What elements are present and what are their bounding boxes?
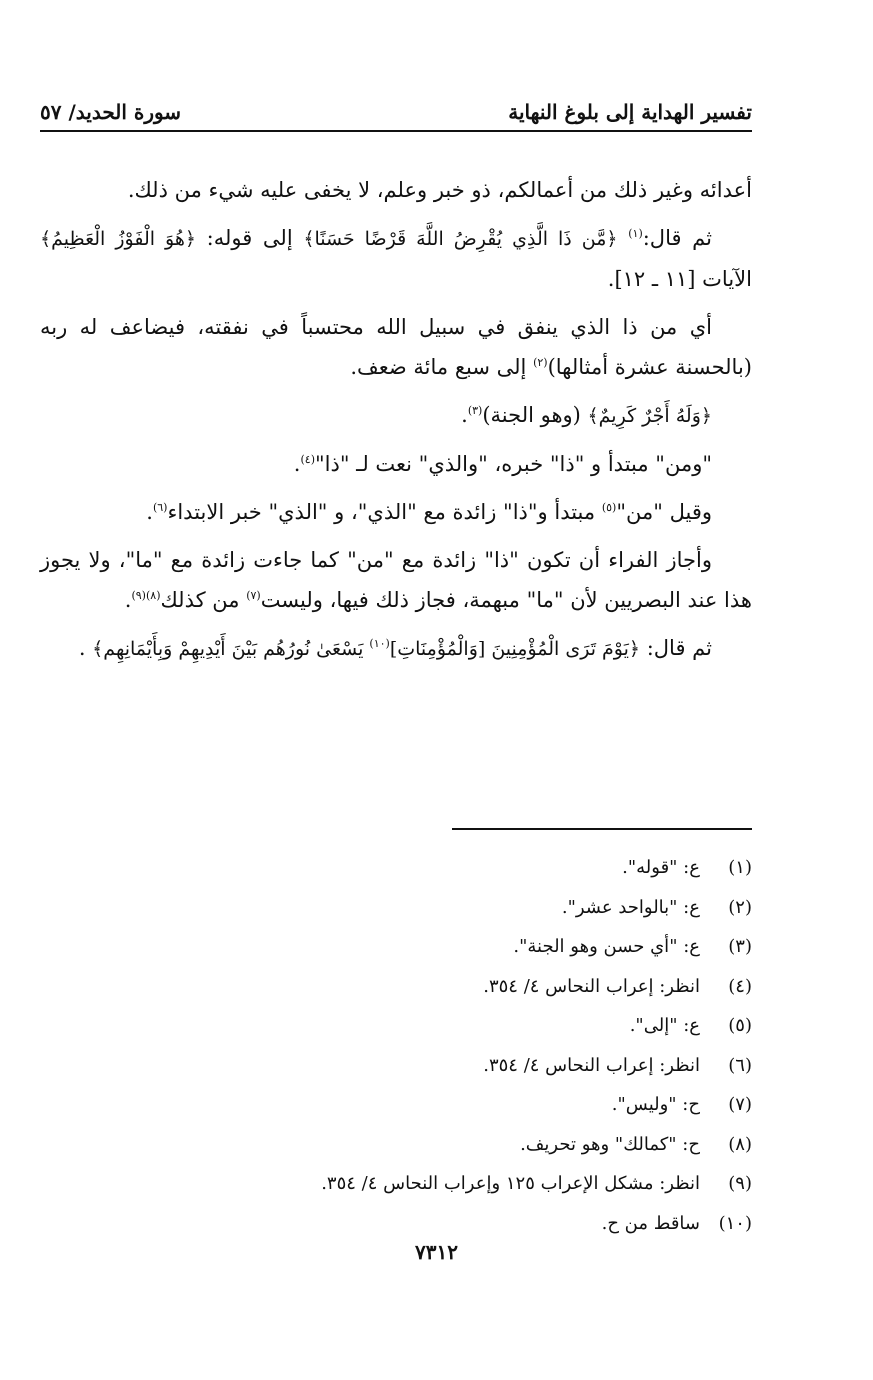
- footnote-number: (٦): [728, 1054, 752, 1076]
- footnote-text: ع: "قوله".: [622, 857, 700, 878]
- footnote-divider: [452, 828, 752, 830]
- book-title: تفسير الهداية إلى بلوغ النهاية: [508, 100, 752, 124]
- footnote-number: (٩): [728, 1173, 752, 1194]
- footnote-text: انظر: إعراب النحاس ٤/ ٣٥٤.: [483, 1054, 700, 1076]
- quran-verse: ﴿مَّن ذَا الَّذِي يُقْرِضُ اللَّهَ قَرْضًا حَسَنًا﴾: [303, 228, 618, 250]
- footnote-text: ع: "إلى".: [629, 1015, 700, 1036]
- footnote-ref: (٢): [533, 356, 548, 369]
- footnote-text: انظر: مشكل الإعراب ١٢٥ وإعراب النحاس ٤/ ٣٥٤.: [321, 1173, 700, 1194]
- footnote-ref: (٣): [467, 404, 483, 417]
- quran-verse: ﴿هُوَ الْفَوْزُ الْعَظِيمُ﴾: [40, 228, 196, 250]
- footnote-ref: (٧): [246, 589, 261, 602]
- page-header: [40, 100, 752, 132]
- paragraph-5: "ومن" مبتدأ و "ذا" خبره، "والذي" نعت لـ "ذا"$^{(٤)}$.: [293, 452, 712, 476]
- paragraph-8: ثم قال: ﴿يَوْمَ تَرَى الْمُؤْمِنِينَ [وَالْمُؤْمِنَاتِ]$^{(١٠)}$ يَسْعَىٰ نُورُهُم بَيْنَ أَيْدِيهِمْ وَبِأَيْمَانِهِم﴾ .: [78, 636, 712, 660]
- quran-verse: يَسْعَىٰ نُورُهُم بَيْنَ أَيْدِيهِمْ وَبِأَيْمَانِهِم﴾: [92, 638, 370, 660]
- footnote-number: (٢): [728, 896, 752, 918]
- footnotes-list: [232, 848, 752, 1243]
- footnote-number: (١٠): [718, 1212, 752, 1234]
- footnote: [232, 967, 752, 1007]
- paragraph-4: ﴿وَلَهُ أَجْرٌ كَرِيمٌ﴾ (وهو الجنة)$^{(٣)}$.: [461, 403, 712, 427]
- footnote-ref: (٥): [601, 501, 617, 514]
- paragraph-1: أعدائه وغير ذلك من أعمالكم، ذو خبر وعلم، لا يخفى عليه شيء من ذلك.: [127, 178, 752, 202]
- footnote-number: (٤): [728, 975, 752, 997]
- footnote: [232, 927, 752, 967]
- quran-verse: ﴿يَوْمَ تَرَى الْمُؤْمِنِينَ [وَالْمُؤْمِنَاتِ]: [389, 638, 641, 660]
- footnote-number: (١): [728, 857, 752, 878]
- footnote-text: انظر: إعراب النحاس ٤/ ٣٥٤.: [483, 975, 700, 997]
- footnote-number: (٧): [728, 1094, 752, 1115]
- footnote: [232, 1125, 752, 1165]
- paragraph-3: أي من ذا الذي ينفق في سبيل الله محتسباً في نفقته، فيضاعف له ربه (بالحسنة عشرة أمثالها)$^{(٢)}$ إلى سبع مائة ضعف.: [40, 315, 752, 379]
- paragraph-7: وأجاز الفراء أن تكون "ذا" زائدة مع "من" كما جاءت زائدة مع "ما"، ولا يجوز هذا عند البصريين لأن "ما" مبهمة، فجاز ذلك فيها، وليست$^{(٧)}$ من كذلك$^{(٨)(٩)}$.: [40, 548, 752, 612]
- footnote: [232, 848, 752, 888]
- footnote-text: ح: "كمالك" وهو تحريف.: [520, 1133, 700, 1155]
- footnote-text: ح: "وليس".: [611, 1094, 700, 1115]
- footnote: [232, 1006, 752, 1046]
- footnote: [232, 1204, 752, 1244]
- footnote: [232, 888, 752, 928]
- page-number: ٧٣١٢: [415, 1240, 458, 1264]
- footnote-text: ساقط من ح.: [601, 1212, 700, 1234]
- footnote-number: (٨): [728, 1133, 752, 1155]
- footnote-number: (٣): [728, 936, 752, 957]
- paragraph-2: ثم قال:$^{(١)}$ ﴿مَّن ذَا الَّذِي يُقْرِضُ اللَّهَ قَرْضًا حَسَنًا﴾ إلى قوله: ﴿هُوَ الْفَوْزُ الْعَظِيمُ﴾ الآيات [١١ ـ ١٢].: [40, 226, 752, 291]
- footnote-text: ع: "بالواحد عشر".: [561, 896, 700, 918]
- main-text: [40, 170, 752, 677]
- footnote: [232, 1164, 752, 1204]
- surah-page: سورة الحديد/ ٥٧: [40, 100, 182, 124]
- footnote-number: (٥): [728, 1015, 752, 1036]
- footnote-ref: (٨)(٩): [131, 589, 161, 602]
- footnote-text: ع: "أي حسن وهو الجنة".: [513, 936, 700, 957]
- footnote-ref: (١): [628, 227, 643, 240]
- footnote-ref: (١٠): [369, 637, 390, 650]
- paragraph-6: وقيل "من"$^{(٥)}$ مبتدأ و"ذا" زائدة مع "الذي"، و "الذي" خبر الابتداء$^{(٦)}$.: [146, 500, 712, 524]
- footnote-ref: (٤): [300, 453, 315, 466]
- footnote: [232, 1085, 752, 1125]
- footnote-ref: (٦): [152, 501, 168, 514]
- footnote: [232, 1046, 752, 1086]
- quran-verse: ﴿وَلَهُ أَجْرٌ كَرِيمٌ﴾: [587, 405, 712, 427]
